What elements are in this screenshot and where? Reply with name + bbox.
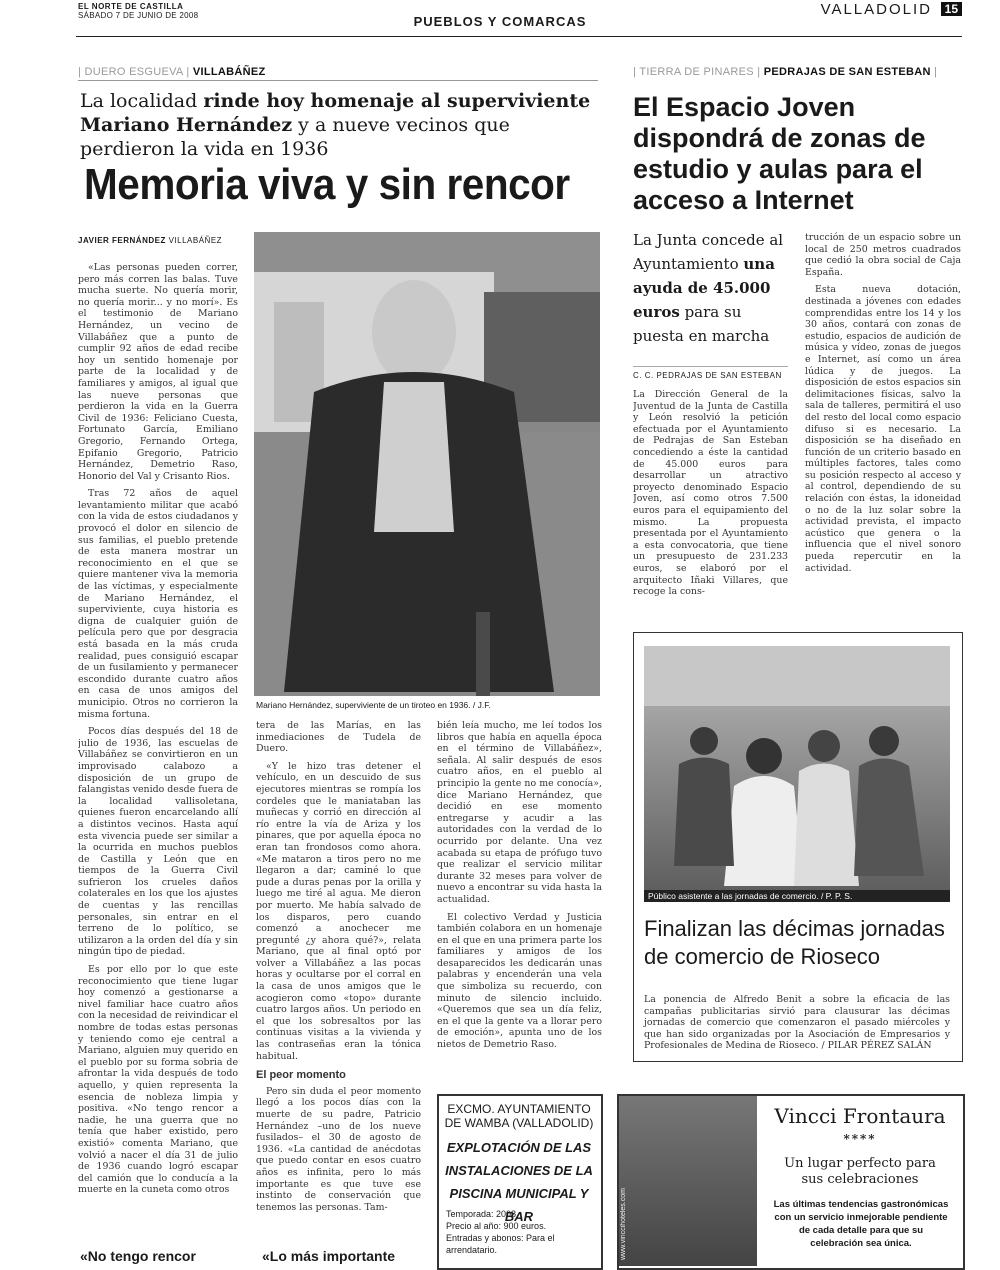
photo-illustration [254,232,600,696]
photo-audience [644,646,950,902]
masthead-rule [76,36,962,37]
ad-vincci-photo [619,1096,757,1266]
kicker-town: VILLABÁÑEZ [192,66,266,78]
left-column-2: tera de las Marías, en las inmediaciones de Tudela de Duero. «Y le hizo tras detener el vehículo, en un descuido de sus ejecutores mientras se rompía los cordeles que le maniataban las muñecas y corrió en dirección al río entre la vía de Ariza y los pinares, que por aquella época no eran tan frondosos como ahora. «Me mataron a tiros pero no me llegaron a dar; caminé lo que pude a duras penas por la orilla y luego me tiré al agua. Me dieron por muerto. Me había salvado de los disparos, pero cuando comenzó a anochecer me pregunté ¿y ahora qué?», relata Mariano, que al final optó por volver a Villabáñez a las pocas horas y ocultarse por el corral en la casa de unos amigos que le acogieron como «topo» durante cuatro largos años. Un periodo en el que los sobresaltos por las continuas visitas a la vivienda y las contraseñas eran la tónica habitual. El peor momento Pero sin duda el peor momento llegó a los pocos días con la muerte de su padre, Patricio Hernández –uno de los nueve fusilados– el 30 de agosto de 1936. «La cantidad de anécdotas que puedo contar en esos cuatro años es infinita, pero lo más importante es que tuve ese instinto de conservación que tenemos las personas. Tam- [256,720,421,1213]
left-byline: JAVIER FERNÁNDEZ VILLABÁÑEZ [78,236,223,245]
right-column-1: La Dirección General de la Juventud de la Junta de Castilla y León resolvió la petición efectuada por el Ayuntamiento de Pedrajas de San Esteban concediendo a éste la cantidad de 45.000 euros para desarrollar un atractivo proyecto denominado Espacio Joven, así como otros 7.500 euros para el equipamiento del mismo. La propuesta presentada por el Ayuntamiento a esta convocatoria, que tiene un presupuesto de 231.233 euros, se elaboró por el arquitecto Iñaki Villares, que recoge la cons- [633,389,788,598]
kicker-region: DUERO ESGUEVA [84,66,183,78]
subheading-peor-momento: El peor momento [256,1069,346,1082]
ad-vincci-url: www.vinccihoteles.com [620,1188,627,1260]
ad-vincci-text: Las últimas tendencias gastronómicas con un servicio inmejorable pendiente de cada detalle para que su celebración sea única. [773,1199,949,1249]
page-number: 15 [941,2,962,16]
ad-wamba-title: EXPLOTACIÓN DE LAS INSTALACIONES DE LA PISCINA MUNICIPAL Y BAR [445,1140,593,1224]
left-subhead: La localidad rinde hoy homenaje al superviviente Mariano Hernández y a nueve vecinos que perdieron la vida en 1936 [80,90,591,160]
photo2-caption: Público asistente a las jornadas de comercio. / P. P. S. [644,890,950,902]
left-column-3: bién leía mucho, me leí todos los libros que había en aquella época en el término de Villabáñez», señala. Al salir después de esos cuatro años, en el pueblo al principio la gente no me conocía», dice Mariano Hernández, que decidió en ese momento entregarse y acudir a las autoridades con la verdad de lo ocurrido por delante. Una vez acabada su etapa de prófugo tuvo que realizar el servicio militar durante 32 meses para volver de nuevo a encontrar su vida hasta la actualidad. El colectivo Verdad y Justicia también colabora en un homenaje en el que en una primera parte los familiares y amigos de los desaparecidos les dedicarán unas palabras y encenderán una vela que simboliza su recuerdo, con minuto de silencio incluido. «Queremos que sea un día feliz, en el que la gente va a llorar pero de emoción», apunta uno de los nietos de Demetrio Raso. [437,720,602,1051]
right-kicker-region: TIERRA DE PINARES [639,66,754,78]
right-lead: La Junta concede al Ayuntamiento una ayuda de 45.000 euros para su puesta en marcha [633,231,784,345]
audience-illustration [644,646,950,902]
left-column-1: «Las personas pueden correr, pero más corren las balas. Tuve mucha suerte. No quería morir, no quería morir... y no morí». Es el testimonio de Mariano Hernández, un vecino de Villabáñez que a punto de cumplir 92 años de edad recibe hoy un sentido homenaje por parte de la localidad y de familiares y amigos, al igual que las nueve personas que perdieron la vida en la Guerra Civil de 1936: Feliciano Cuesta, Fortunato García, Emiliano Gregorio, Fernando Ortega, Epifanio Gregorio, Patricio Hernández, Demetrio Raso, Honorio del Val y Crisanto Rios. Tras 72 años de aquel levantamiento militar que acabó con la vida de estos ciudadanos y provocó el dolor en silencio de sus familias, el pueblo pretende de esta manera mostrar un reconocimiento en el que se quiere mantener viva la memoria de las víctimas, y especialmente de Mariano Hernández, el superviviente, cuya historia es digna de cualquier guión de película pero que por desgracia está basada en la más cruda realidad, pues consiguió escapar de un fusilamiento y permanecer escondido durante cuatro años en casa de unos amigos del municipio. Otros no corrieron la misma fortuna. Pocos días después del 18 de julio de 1936, las escuelas de Villabáñez se convirtieron en un improvisado calabozo a disposición de un grupo de falangistas venido desde fuera de la localidad vallisoletana, quienes fueron encarcelando allí a distintos vecinos. Hasta aquí esta vivencia puede ser similar a la ocurrida en muchos pueblos de Castilla y León que en tiempos de la Guerra Civil sufrieron los crueles daños colaterales en los que los ajustes de cuentas y las rencillas personales, sin entrar en el terreno de lo político, se utilizaron a la orden del día y sin ningún tipo de piedad. Es por ello por lo que este reconocimiento que tiene lugar hoy comenzó a gestionarse a nivel familiar hace cuatro años con la necesidad de reivindicar el nombre de todas estas personas y teniendo como eje central a Mariano, alguien muy querido en el pueblo por su forma sobria de afrontar la vida después de todo aquello, y quien representa la esencia de nobleza limpia y positiva. «No tengo rencor a nadie, he una guerra que no tenía que haber existido, pero existió» comenta Mariano, que volvió a nacer el día 31 de julio de 1936 cuando logró escapar del camión que lo conducía a la muerte en la cuneta como otros [78,262,238,1196]
photo-mariano [254,232,600,696]
kicker-rule [78,80,598,81]
paper-date: SÁBADO 7 DE JUNIO DE 2008 [78,11,199,20]
ad-wamba-details: Temporada: 2008 Precio al año: 900 euros. Entradas y abonos: Para el arrendatario. [446,1209,555,1255]
right-kicker-town: PEDRAJAS DE SAN ESTEBAN [763,66,931,78]
right-byline: C. C. PEDRAJAS DE SAN ESTEBAN [633,366,788,380]
ad-vincci-name: Vincci Frontaura [774,1104,946,1128]
left-kicker: | DUERO ESGUEVA | VILLABÁÑEZ [78,66,266,78]
right-column-2: trucción de un espacio sobre un local de 250 metros cuadrados que cedió la obra social de Caja España. Esta nueva dotación, destinada a jóvenes con edades comprendidas entre los 14 y los 30 años, contará con zonas de estudio, espacios de audición de música y vídeo, zonas de juegos e Internet, así como un área lúdica y de juegos. La disposición de estos espacios sin delimitaciones físicas, salvo la sala de talleres, permitirá el uso del resto del local como espacio difuso si es necesario. La disposición se ha diseñado en función de un criterio basado en múltiples factores, tales como su posición respecto al acceso y al control, dependiendo de su relación con éstas, la idoneidad o no de la luz solar sobre la actividad prevista, el impacto acústico que genera o la influencia que el nivel sonoro pueda repercutir en la actividad. [805,232,961,574]
ad-wamba-org: EXCMO. AYUNTAMIENTO DE WAMBA (VALLADOLID) [444,1102,594,1130]
right-kicker: | TIERRA DE PINARES | PEDRAJAS DE SAN ESTEBAN | [633,66,938,78]
pull-quote-1: «No tengo rencor [80,1248,196,1264]
right-headline: El Espacio Joven dispondrá de zonas de estudio y aulas para el acceso a Internet [633,92,926,215]
ad-vincci-stars: **** [843,1132,877,1146]
photo-caption: Mariano Hernández, superviviente de un tiroteo en 1936. / J.F. [256,700,491,710]
rioseco-body: La ponencia de Alfredo Benit a sobre la eficacia de las campañas publicitarias sirvió para clausurar las décimas jornadas de comercio que comenzaron el pasado miércoles y que han sido organizadas por la Asociación de Empresarios y Profesionales de Medina de Rioseco. / PILAR PÉREZ SALÁN [644,994,950,1052]
left-headline: Memoria viva y sin rencor [84,160,570,209]
section-title: PUEBLOS Y COMARCAS [413,14,587,29]
pull-quote-2: «Lo más importante [262,1248,396,1264]
paper-name: EL NORTE DE CASTILLA [78,2,184,11]
rioseco-headline: Finalizan las décimas jornadas de comercio de Rioseco [644,916,945,969]
city-label: VALLADOLID [820,1,932,18]
ad-vincci-tagline: Un lugar perfecto para sus celebraciones [784,1156,936,1187]
